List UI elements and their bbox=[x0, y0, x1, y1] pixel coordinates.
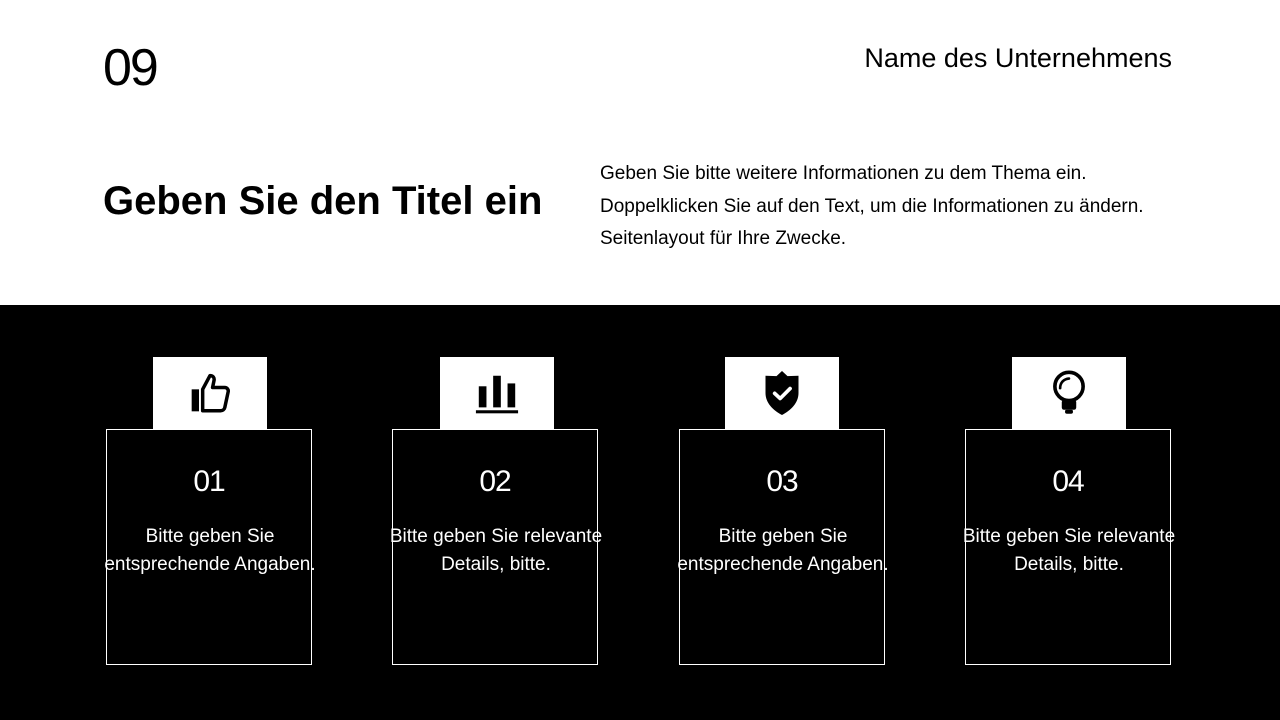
card-3 bbox=[663, 305, 903, 720]
card-text: Bitte geben Sie entsprechende Angaben. bbox=[677, 526, 889, 575]
icon-box bbox=[440, 357, 554, 429]
description-line: Doppelklicken Sie auf den Text, um die Informationen zu ändern. bbox=[600, 195, 1144, 217]
bar-chart-icon bbox=[474, 370, 520, 416]
icon-box bbox=[725, 357, 839, 429]
card-number: 03 bbox=[766, 465, 798, 498]
card-2 bbox=[376, 305, 616, 720]
card-text: Bitte geben Sie relevante Details, bitte. bbox=[962, 526, 1176, 575]
lightbulb-icon bbox=[1049, 370, 1089, 416]
cards-section bbox=[0, 305, 1280, 720]
description bbox=[600, 158, 1220, 256]
card-text: Bitte geben Sie relevante Details, bitte. bbox=[389, 526, 603, 575]
page-number: 09 bbox=[103, 39, 157, 97]
company-name: Name des Unternehmens bbox=[864, 43, 1172, 73]
icon-box bbox=[153, 357, 267, 429]
icon-box bbox=[1012, 357, 1126, 429]
description-line: Seitenlayout für Ihre Zwecke. bbox=[600, 228, 847, 249]
card-number: 02 bbox=[479, 465, 511, 498]
thumbs-up-icon bbox=[188, 371, 232, 415]
shield-check-icon bbox=[760, 369, 804, 417]
card-number: 04 bbox=[1052, 465, 1084, 498]
slide-title: Geben Sie den Titel ein bbox=[103, 179, 543, 223]
card-number: 01 bbox=[193, 465, 225, 498]
description-line: Geben Sie bitte weitere Informationen zu dem Thema ein. bbox=[600, 163, 1087, 184]
header-section bbox=[0, 0, 1280, 305]
card-1 bbox=[90, 305, 330, 720]
card-4 bbox=[949, 305, 1189, 720]
card-text: Bitte geben Sie entsprechende Angaben. bbox=[104, 526, 316, 575]
